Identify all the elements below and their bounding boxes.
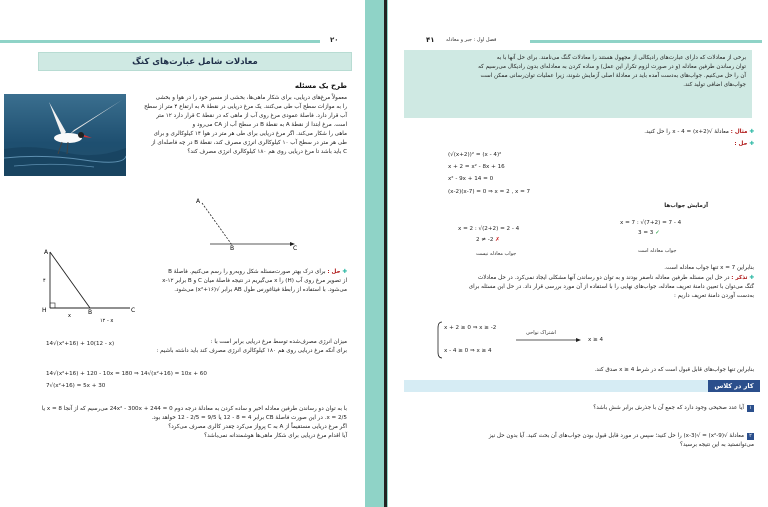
right-page <box>388 0 768 507</box>
domain-condition-2: x - 4 ≥ 0 ⇒ x ≥ 4 <box>444 348 492 354</box>
check-left-caption: جواب معادله نیست <box>476 251 517 257</box>
conclusion: بنابراین x = 7 تنها جواب معادله است. <box>664 265 754 271</box>
triangle-a-label: A <box>44 249 49 256</box>
check-title: آزمایش جواب‌ها <box>664 203 708 209</box>
problem-line: است. مرغ ابتدا از نقطهٔ A به نقطهٔ B در سطح آب از CA می‌رود و <box>192 122 347 128</box>
problem-line: آب قرار دارد. فاصلهٔ عمودی مرغ روی آب از ماهی که در نقطهٔ C قرار دارد ۱۲ متر <box>156 113 347 119</box>
note-line: در حل این مسئله طرفین معادله ناصفر بودند و به توان دو رساندن آنها مشکلی ایجاد نمی‌کرد. در حل معادلات <box>477 275 730 281</box>
height-label: ۴ <box>43 278 46 284</box>
check-left-line-2 <box>476 237 500 243</box>
note-line: گنگ می‌توان با تعیین دامنهٔ تعریف معادله، جواب‌های نهایی را با استفاده از آن مورد بررسی قرار داد. در حل این مسئله برای <box>468 284 754 290</box>
seagull-illustration <box>4 94 126 176</box>
question-number: ۱ <box>747 405 754 412</box>
step-2: x + 2 = x² - 8x + 16 <box>448 164 505 170</box>
problem-statement <box>137 94 347 157</box>
question-number: ۲ <box>747 433 754 440</box>
example-text: معادلهٔ √(x+2) = x - 4 را حل کنید. <box>644 129 729 135</box>
plus-icon: ✚ <box>342 269 347 275</box>
problem-line: C باید باشد تا مرغ دریایی روی هم ۱۸۰ کیلوکالری انرژی مصرف کند؟ <box>187 149 347 155</box>
intro-line: برخی از معادلات که دارای عبارت‌های رادیکالی از مجهول هستند را معادلات گنگ می‌نامند. برای حل آنها با به <box>496 55 746 61</box>
energy-line: میزان انرژی مصرف‌شده توسط مرغ دریایی برابر است با : <box>210 339 347 345</box>
plus-icon: ✚ <box>749 275 754 281</box>
flight-path-diagram <box>190 195 300 250</box>
problem-line: ماهی را شکار می‌کند. اگر مرغ دریایی برای طی هر متر در هوا ۱۴ کیلوکالری و برای <box>153 131 347 137</box>
equation-line-2: 14√(x²+16) + 120 - 10x = 180 ⇒ 14√(x²+16) = 10x + 60 <box>46 371 207 377</box>
intro-line: آن را حل می‌کنیم. جواب‌های به‌دست آمده باید در معادلهٔ اصلی آزمایش شوند، زیرا عملیات توان‌رسانی ممکن است <box>480 73 746 79</box>
intro-line: توان رساندن طرفین معادله (و در صورت لزوم تکرار این عمل) و ساده کردن به معادله‌ای بدون رادیکال می‌رسیم که <box>478 64 746 70</box>
point-c-label: C <box>293 245 298 250</box>
closing-block <box>22 405 347 441</box>
section-title: معادلات شامل عبارت‌های کنگ <box>132 56 258 67</box>
x-label: x <box>68 313 71 319</box>
triangle-c-label: C <box>131 307 136 314</box>
intro-box <box>404 50 752 118</box>
intro-line: جواب‌های اضافی تولید کند. <box>683 82 746 88</box>
solution-label: حل : <box>327 269 341 275</box>
question-1 <box>404 404 754 413</box>
step-1: (√(x+2))² = (x - 4)² <box>448 152 502 158</box>
solution-heading <box>654 140 754 149</box>
intersection-label: اشتراک نواحی <box>526 330 556 336</box>
check-right-value: 3 = 3 <box>638 230 654 236</box>
chapter-header: فصل اول : جبر و معادله <box>446 37 497 43</box>
closing-line: آیا اقدام مرغ دریایی برای شکار ماهی‌ها هوشمندانه نمی‌باشد؟ <box>204 433 347 439</box>
problem-line: طی هر متر در سطح آب ۱۰ کیلوکالری انرژی مصرف کند، نقطهٔ B در چه فاصله‌ای از <box>151 140 347 146</box>
section-banner <box>38 52 352 71</box>
page-number: ۴۱ <box>426 36 435 44</box>
question-2-text: معادلهٔ √(x²-9) = √(x-3) را حل کنید؛ سپس در مورد قابل قبول بودن جواب‌های آن بحث کنید. آیا بدون حل نیز <box>488 433 744 439</box>
check-right-line-2 <box>638 230 660 236</box>
subtitle: طرح یک مسئله <box>294 82 347 90</box>
header-bar <box>530 40 762 43</box>
equation-line-3: 7√(x²+16) = 5x + 30 <box>46 383 106 389</box>
question-2-text: می‌توانستید به این نتیجه برسید؟ <box>679 442 754 448</box>
base-label: ۱۲ - x <box>100 318 114 324</box>
plus-icon: ✚ <box>749 141 754 147</box>
classwork-title-text: کار در کلاس <box>714 382 754 390</box>
note-label: تذکر : <box>731 275 748 281</box>
check-right-caption: جواب معادله است <box>638 248 677 254</box>
solution-line: می‌شود. با استفاده از رابطهٔ فیثاغورس طول AB برابر √(x²+۱۶) می‌شود. <box>174 287 347 293</box>
closing-line: اگر مرغ دریایی مستقیماً از A به C پرواز می‌کرد چقدر کالری مصرف می‌کرد؟ <box>168 424 347 430</box>
page-number: ۲۰ <box>330 36 339 44</box>
classwork-title <box>708 380 760 392</box>
check-mark-icon: ✓ <box>655 230 660 236</box>
triangle-h-label: H <box>42 307 47 314</box>
problem-line: را به موازات سطح آب طی می‌کنند. یک مرغ دریایی در نقطهٔ A به ارتفاع ۴ متر از سطح <box>144 104 347 110</box>
question-1-text: آیا عدد صحیحی وجود دارد که جمع آن با جذرش برابر شش باشد؟ <box>593 405 744 411</box>
header-bar <box>0 40 320 43</box>
left-page <box>0 0 365 507</box>
step-4: (x-2)(x-7) = 0 ⇒ x = 2 , x = 7 <box>448 189 531 195</box>
solution-line: از تصویر مرغ روی آب (H) را x می‌گیریم در نتیجه فاصلهٔ میان C و B برابر ۱۲-x <box>162 278 347 284</box>
triangle-diagram <box>40 248 140 328</box>
domain-condition-1: x + 2 ≥ 0 ⇒ x ≥ -2 <box>444 325 497 331</box>
energy-line: برای آنکه مرغ دریایی روی هم ۱۸۰ کیلوکالری انرژی مصرف کند باید داشته باشیم : <box>156 348 347 354</box>
closing-line: x = 2/5. در این صورت فاصلهٔ CB برابر 4 = 8 - 12 یا 9/5 = 2/5 - 12 خواهد بود. <box>151 415 347 421</box>
intro-text <box>404 50 752 94</box>
energy-equation: 14√(x²+16) + 10(12 - x) <box>46 341 115 347</box>
domain-conclusion: بنابراین تنها جواب‌های قابل قبول است که در شرط x ≥ 4 صدق کند. <box>594 367 754 373</box>
domain-result: x ≥ 4 <box>588 337 604 343</box>
cross-mark-icon: ✗ <box>495 237 500 243</box>
plus-icon: ✚ <box>749 129 754 135</box>
triangle-b-label: B <box>88 309 93 316</box>
example-line <box>454 128 754 137</box>
solution-line: برای درک بهتر صورت‌مسئله شکل روبه‌رو را رسم می‌کنیم. فاصلهٔ B <box>168 269 326 275</box>
classwork-banner <box>404 380 760 392</box>
note-block <box>402 274 754 301</box>
note-line: به‌دست آوردن دامنهٔ تعریف داریم : <box>673 293 754 299</box>
closing-line: با به توان دو رساندن طرفین معادله اخیر و ساده کردن به معادلهٔ درجه دوم 24x² - 300x + 244 = 0 می‌رسیم که از آنجا x = 8 یا <box>41 406 347 412</box>
check-left-line-1: x = 2 : √(2+2) = 2 - 4 <box>458 226 520 232</box>
example-label: مثال : <box>730 129 748 135</box>
problem-line: معمولاً مرغ‌های دریایی، برای شکار ماهی‌ها، بخشی از مسیر خود را در هوا و بخشی <box>155 95 347 101</box>
check-right-line-1: x = 7 : √(7+2) = 7 - 4 <box>620 220 682 226</box>
check-left-value: 2 ≠ -2 <box>476 237 494 243</box>
point-a-label: A <box>196 198 201 205</box>
solution-label: حل : <box>734 141 748 147</box>
page-divider <box>384 0 387 507</box>
seagull-photo <box>4 94 126 176</box>
step-3: x² - 9x + 14 = 0 <box>448 176 494 182</box>
solution-block <box>142 268 347 295</box>
question-2 <box>404 432 754 450</box>
point-b-label: B <box>230 245 235 250</box>
